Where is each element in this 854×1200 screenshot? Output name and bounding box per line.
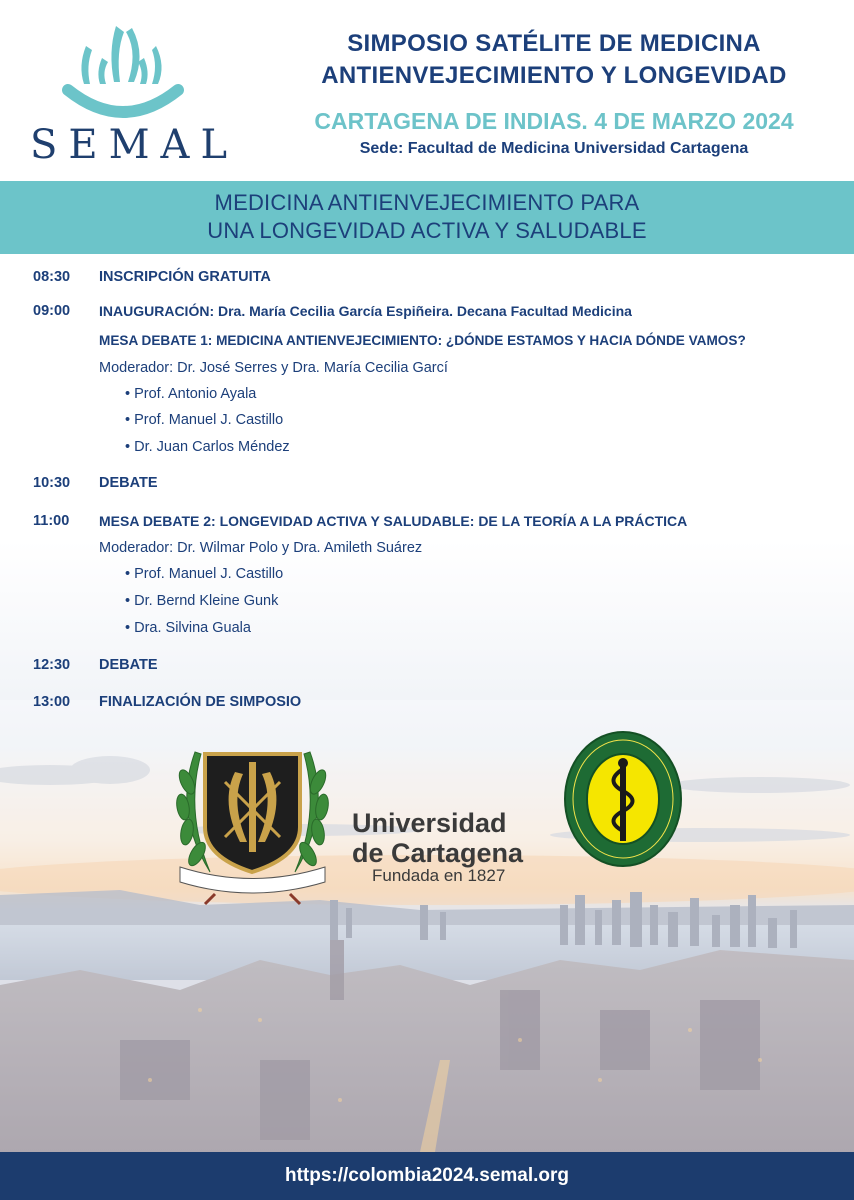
speaker-name: • Dr. Bernd Kleine Gunk — [125, 593, 279, 609]
speaker-name: • Prof. Antonio Ayala — [125, 386, 257, 402]
agenda-time: 09:00 — [33, 303, 71, 319]
mesa2-moderator: Moderador: Dr. Wilmar Polo y Dra. Amileth Suárez — [99, 540, 423, 556]
event-venue: Sede: Facultad de Medicina Universidad Cartagena — [359, 140, 749, 157]
agenda-time: 10:30 — [33, 475, 71, 491]
agenda-time: 13:00 — [33, 694, 71, 710]
university-name-line1: Universidad — [352, 808, 507, 838]
university-name-line2: de Cartagena — [352, 838, 524, 868]
semal-logo-text: SEMAL — [30, 122, 239, 168]
event-title-line1: SIMPOSIO SATÉLITE DE MEDICINA — [347, 30, 761, 57]
speaker-name: • Dra. Silvina Guala — [125, 620, 251, 636]
footer-bar — [0, 1152, 854, 1200]
university-crest-icon — [165, 732, 340, 907]
agenda-label: INSCRIPCIÓN GRATUITA — [99, 269, 271, 285]
theme-banner-line1: MEDICINA ANTIENVEJECIMIENTO PARA — [214, 190, 640, 215]
agenda-label: MESA DEBATE 2: LONGEVIDAD ACTIVA Y SALUDABLE: DE LA TEORÍA A LA PRÁCTICA — [99, 513, 688, 529]
university-founded: Fundada en 1827 — [372, 866, 506, 885]
theme-banner — [0, 181, 854, 254]
theme-banner-line2: UNA LONGEVIDAD ACTIVA Y SALUDABLE — [207, 218, 647, 243]
agenda-time: 08:30 — [33, 269, 71, 285]
event-city-date: CARTAGENA DE INDIAS. 4 DE MARZO 2024 — [314, 108, 794, 134]
agenda-label: DEBATE — [99, 475, 158, 491]
agenda-label: FINALIZACIÓN DE SIMPOSIO — [99, 694, 302, 710]
mesa1-title: MESA DEBATE 1: MEDICINA ANTIENVEJECIMIENTO: ¿DÓNDE ESTAMOS Y HACIA DÓNDE VAMOS? — [99, 333, 746, 348]
agenda-label: INAUGURACIÓN: Dra. María Cecilia García Espiñeira. Decana Facultad Medicina — [99, 303, 632, 319]
agenda-time: 12:30 — [33, 657, 71, 673]
website-link[interactable]: https://colombia2024.semal.org — [284, 1165, 570, 1186]
mesa1-moderator: Moderador: Dr. José Serres y Dra. María Cecilia Garcí — [99, 360, 448, 376]
agenda-label: DEBATE — [99, 657, 158, 673]
speaker-name: • Dr. Juan Carlos Méndez — [125, 439, 290, 455]
university-name — [352, 808, 523, 868]
agenda-time: 11:00 — [33, 513, 70, 529]
event-title — [258, 28, 850, 92]
speaker-name: • Prof. Manuel J. Castillo — [125, 566, 284, 582]
speaker-name: • Prof. Manuel J. Castillo — [125, 412, 284, 428]
faculty-of-medicine-seal-icon — [562, 729, 684, 869]
event-title-line2: ANTIENVEJECIMIENTO Y LONGEVIDAD — [321, 62, 787, 89]
